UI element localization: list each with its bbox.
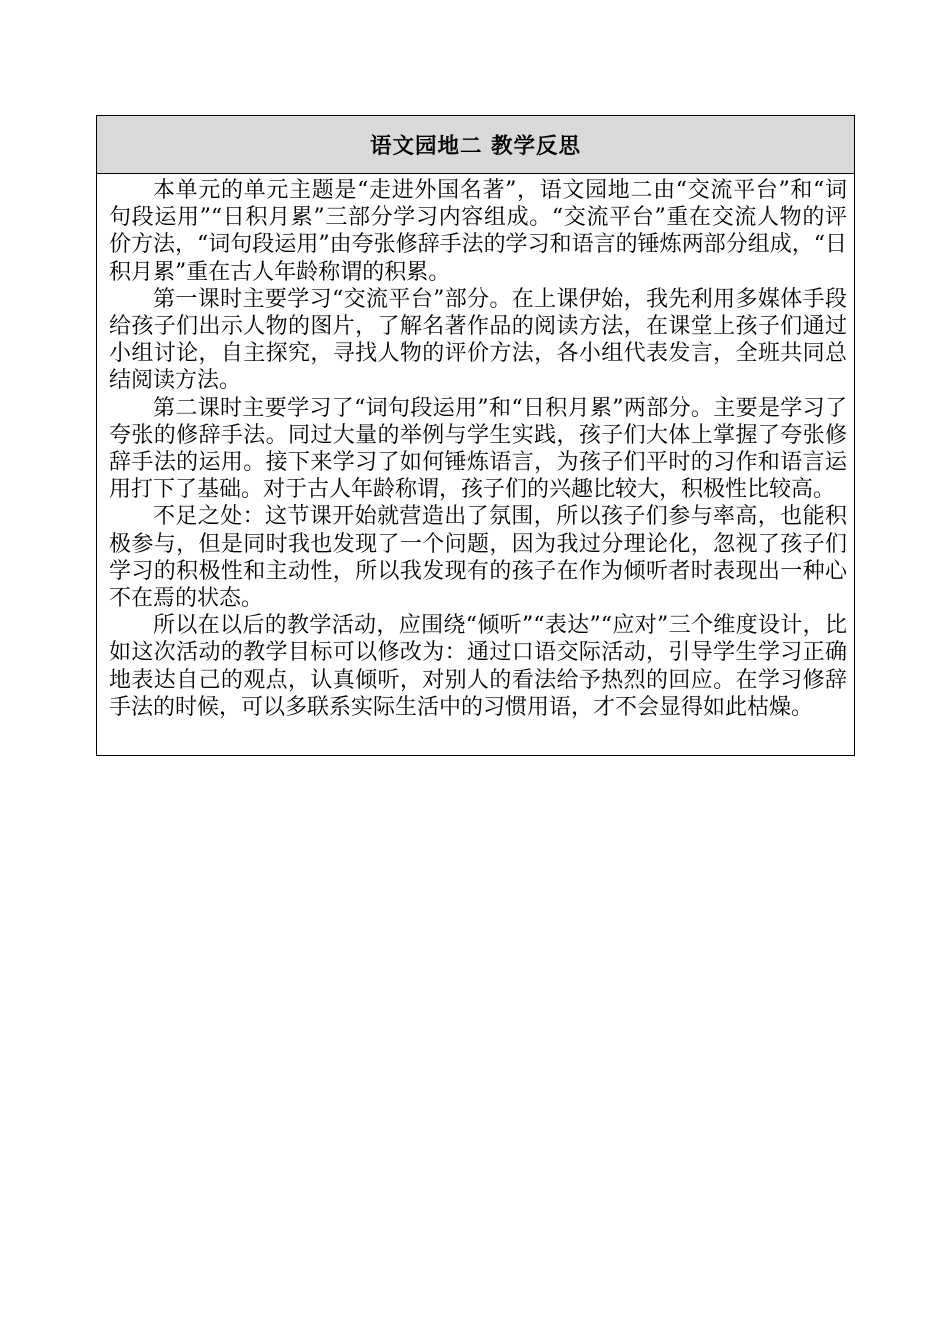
- paragraph-first-lesson: 第一课时主要学习“交流平台”部分。在上课伊始，我先利用多媒体手段给孩子们出示人物的图片，了解名著作品的阅读方法，在课堂上孩子们通过小组讨论，自主探究，寻找人物的评价方法，各小组代表发言，全班共同总结阅读方法。: [109, 286, 847, 394]
- paragraph-unit-overview: 本单元的单元主题是“走进外国名著”，语文园地二由“交流平台”和“词句段运用”“日积月累”三部分学习内容组成。“交流平台”重在交流人物的评价方法，“词句段运用”由夸张修辞手法的学习和语言的锤炼两部分组成，“日积月累”重在古人年龄称谓的积累。: [109, 178, 847, 285]
- paragraph-shortcomings: 不足之处：这节课开始就营造出了氛围，所以孩子们参与率高，也能积极参与，但是同时我也发现了一个问题，因为我过分理论化，忽视了孩子们学习的积极性和主动性，所以我发现有的孩子在作为倾听者时表现出一种心不在焉的状态。: [109, 504, 847, 612]
- paragraph-improvements: 所以在以后的教学活动，应围绕“倾听”“表达”“应对”三个维度设计，比如这次活动的教学目标可以修改为：通过口语交际活动，引导学生学习正确地表达自己的观点，认真倾听，对别人的看法给予热烈的回应。在学习修辞手法的时候，可以多联系实际生活中的习惯用语，才不会显得如此枯燥。: [109, 613, 847, 720]
- table-body: [97, 174, 854, 755]
- paragraph-second-lesson: 第二课时主要学习了“词句段运用”和“日积月累”两部分。主要是学习了夸张的修辞手法。同过大量的举例与学生实践，孩子们大体上掌握了夸张修辞手法的运用。接下来学习了如何锤炼语言，为孩子们平时的习作和语言运用打下了基础。对于古人年龄称谓，孩子们的兴趣比较大，积极性比较高。: [109, 395, 847, 503]
- reflection-table: [96, 115, 855, 756]
- document-title: 语文园地二 教学反思: [370, 134, 581, 159]
- table-header: [97, 116, 854, 174]
